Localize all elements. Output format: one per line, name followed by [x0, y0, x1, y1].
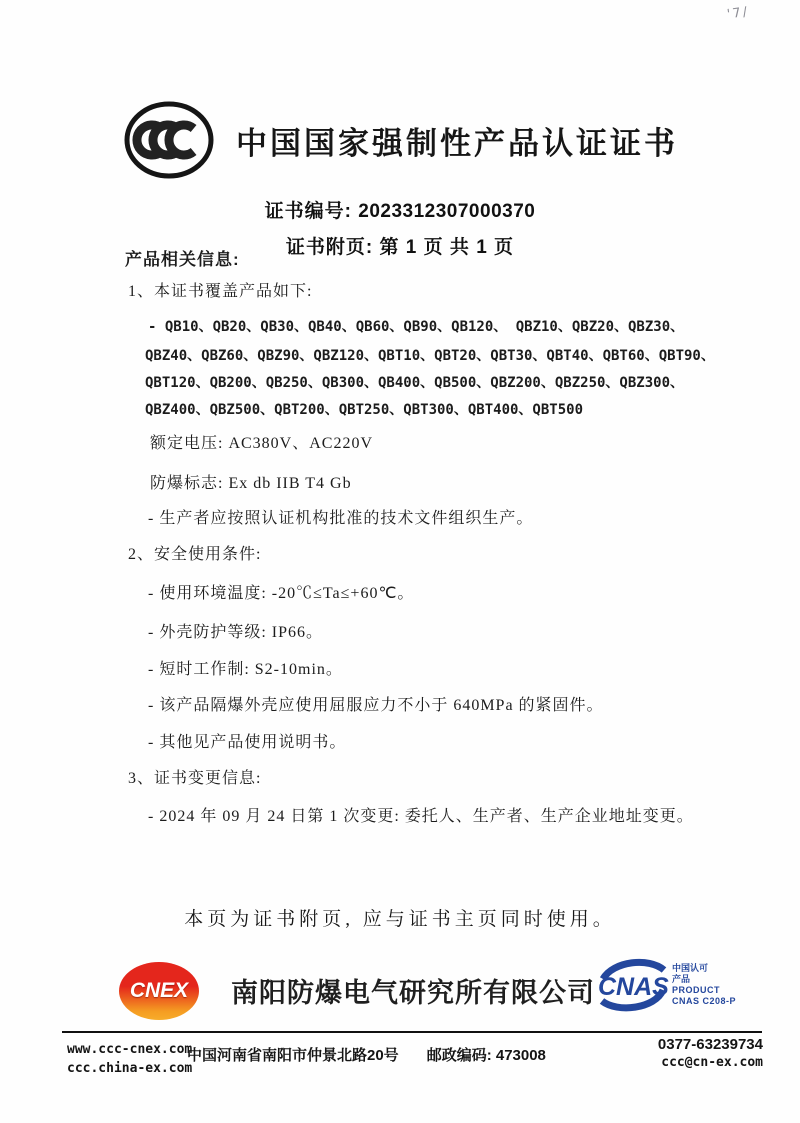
cnas-caption-line1: 中国认可 — [672, 963, 709, 973]
clause-1-heading: 1、本证书覆盖产品如下: — [128, 283, 313, 300]
clause-2-heading: 2、安全使用条件: — [128, 546, 262, 563]
model-list-line: QBT120、QB200、QB250、QB300、QB400、QB500、QBZ200、QBZ250、QBZ300、 — [145, 375, 685, 391]
product-info-section — [125, 249, 725, 828]
footer-websites — [67, 1040, 192, 1078]
footer-postal-code: 邮政编码: 473008 — [426, 1047, 546, 1064]
cnex-logo-label: CNEX — [129, 979, 189, 1002]
cnas-caption — [672, 963, 736, 1007]
attachment-page-label: 证书附页: — [285, 237, 374, 258]
cnas-logo-icon — [597, 957, 669, 1013]
section-heading: 产品相关信息: — [125, 250, 240, 269]
page-title: 中国国家强制性产品认证证书 — [236, 126, 678, 161]
footer-website-1: www.ccc-cnex.com — [67, 1042, 193, 1057]
ip-rating-line: - 外壳防护等级: IP66。 — [148, 624, 324, 641]
model-list-line: - QB10、QB20、QB30、QB40、QB60、QB90、QB120、 QBZ10、QBZ20、QBZ30、 — [148, 319, 685, 335]
change-record-line: - 2024 年 09 月 24 日第 1 次变更: 委托人、生产者、生产企业地址变更。 — [148, 808, 694, 825]
scan-pencil-mark: '7/ — [726, 4, 751, 23]
attachment-usage-note: 本页为证书附页, 应与证书主页同时使用。 — [184, 909, 616, 930]
issuer-company-name: 南阳防爆电气研究所有限公司 — [231, 978, 595, 1008]
model-list-line: QBZ40、QBZ60、QBZ90、QBZ120、QBT10、QBT20、QBT30、QBT40、QBT60、QBT90、 — [145, 348, 715, 364]
certificate-number-label: 证书编号: — [264, 201, 352, 222]
model-list-line: QBZ400、QBZ500、QBT200、QBT250、QBT300、QBT400、QBT500 — [145, 402, 584, 418]
svg-text:CNAS: CNAS — [598, 973, 669, 1001]
footer-address-line — [187, 1044, 546, 1065]
footer-contacts — [628, 1036, 763, 1070]
rated-voltage-line: 额定电压: AC380V、AC220V — [150, 435, 374, 452]
cnas-caption-line3: PRODUCT — [672, 985, 720, 995]
ex-marking-line: 防爆标志: Ex db IIB T4 Gb — [150, 475, 352, 492]
manual-note-line: - 其他见产品使用说明书。 — [148, 734, 347, 751]
certificate-number: 2023312307000370 — [358, 201, 536, 222]
clause-3-heading: 3、证书变更信息: — [128, 770, 262, 787]
certificate-number-line — [0, 196, 800, 223]
duty-cycle-line: - 短时工作制: S2-10min。 — [148, 661, 343, 678]
attachment-page-value: 第 1 页 共 1 页 — [379, 237, 515, 258]
footer-divider — [62, 1031, 762, 1033]
footer-email: ccc@cn-ex.com — [661, 1055, 763, 1070]
cnex-logo-icon — [119, 962, 199, 1020]
footer-address: 中国河南省南阳市仲景北路20号 — [187, 1047, 399, 1064]
cnas-caption-line2: 产品 — [672, 974, 691, 984]
cnas-caption-line4: CNAS C208-P — [672, 996, 737, 1006]
footer-phone: 0377-63239734 — [657, 1036, 763, 1053]
ambient-temp-line: - 使用环境温度: -20℃≤Ta≤+60℃。 — [148, 585, 415, 602]
footer-website-2: ccc.china-ex.com — [67, 1061, 193, 1076]
producer-note-line: - 生产者应按照认证机构批准的技术文件组织生产。 — [148, 510, 534, 527]
fastener-line: - 该产品隔爆外壳应使用屈服应力不小于 640MPa 的紧固件。 — [148, 697, 604, 714]
cnas-accreditation-mark — [597, 957, 736, 1013]
ccc-mark-icon — [123, 99, 215, 186]
